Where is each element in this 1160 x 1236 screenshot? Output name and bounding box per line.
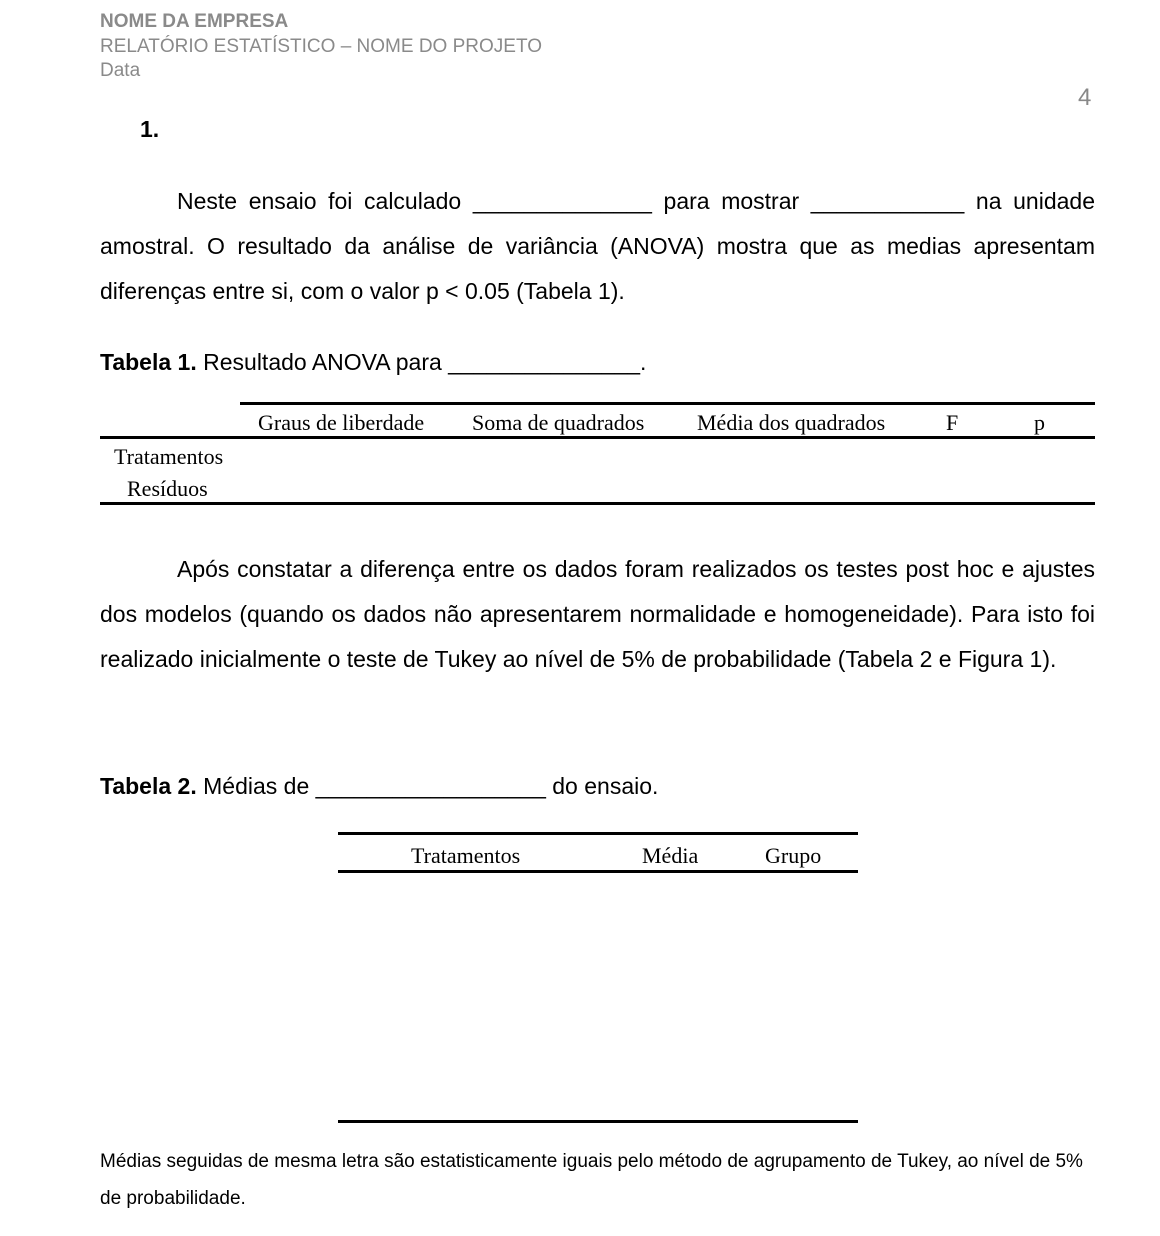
table-1-header-rule xyxy=(100,436,1095,439)
report-date: Data xyxy=(100,60,141,81)
table-1-caption-label: Tabela 1. xyxy=(100,349,197,375)
table-2-col-header: Média xyxy=(642,843,699,868)
table-1-caption xyxy=(100,349,646,376)
table-1-row-label: Resíduos xyxy=(127,476,208,501)
table-1-row-label: Tratamentos xyxy=(114,444,224,469)
paragraph-1-text: Neste ensaio foi calculado ______________ para mostrar ____________ na unidade amostral. O resultado da análise de variância (ANOVA) mostra que as medias apresentam diferenças entre si, com o valor p < 0.05 (Tabela 1). xyxy=(100,188,1095,304)
company-name: NOME DA EMPRESA xyxy=(100,11,289,32)
table-1-col-header: Graus de liberdade xyxy=(258,410,425,435)
table-2-caption-label: Tabela 2. xyxy=(100,773,197,799)
table-1-col-header: F xyxy=(946,410,959,435)
table-1-col-header: Média dos quadrados xyxy=(697,410,886,435)
paragraph-2-text: Após constatar a diferença entre os dados foram realizados os testes post hoc e ajustes dos modelos (quando os dados não apresentarem normalidade e homogeneidade). Para isto foi realizado inicialmente o teste de Tukey ao nível de 5% de probabilidade (Tabela 2 e Figura 1). xyxy=(100,556,1095,672)
table-2-footnote: Médias seguidas de mesma letra são estatisticamente iguais pelo método de agrupamento de Tukey, ao nível de 5% de probabilidade. xyxy=(100,1151,1083,1209)
table-2-caption-text: Médias de __________________ do ensaio. xyxy=(196,773,659,799)
table-2-bottom-rule xyxy=(338,1120,858,1123)
report-title: RELATÓRIO ESTATÍSTICO – NOME DO PROJETO xyxy=(100,36,542,57)
table-2-col-header: Tratamentos xyxy=(411,843,521,868)
paragraph-1 xyxy=(100,179,1095,314)
paragraph-2 xyxy=(100,547,1095,682)
table-1-top-rule xyxy=(240,402,1095,405)
table-2-col-header: Grupo xyxy=(765,843,822,868)
table-1-bottom-rule xyxy=(100,502,1095,505)
table-1-col-header: p xyxy=(1034,410,1045,435)
table-1-col-header: Soma de quadrados xyxy=(472,410,645,435)
table-2-header-rule xyxy=(338,870,858,873)
table-2-caption xyxy=(100,773,658,800)
table-2-top-rule xyxy=(338,832,858,835)
table-1-caption-text: Resultado ANOVA para _______________. xyxy=(196,349,647,375)
section-number: 1. xyxy=(140,116,160,142)
page-number: 4 xyxy=(1078,84,1092,111)
